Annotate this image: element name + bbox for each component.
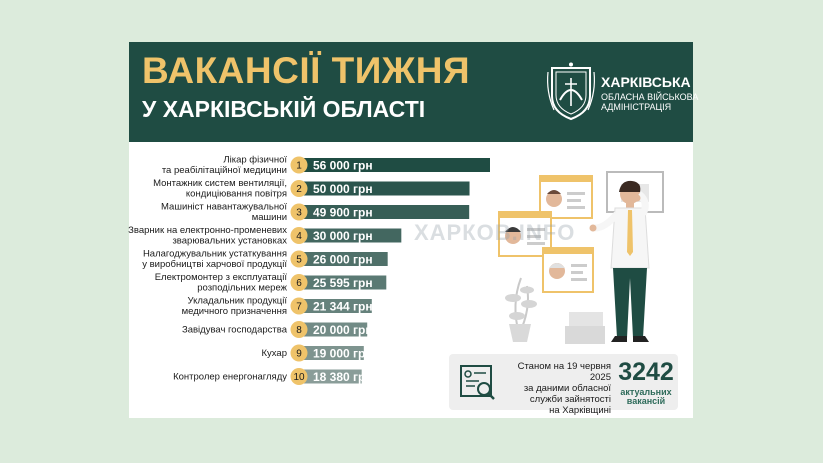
infographic-card [128, 42, 699, 418]
job-title-label: Контролер енергонагляду [173, 371, 287, 383]
job-title-label: Машиніст навантажувальної [161, 201, 287, 213]
vacancy-count: 3242 [618, 358, 674, 386]
salary-value-label: 26 000 грн [313, 252, 373, 267]
salary-value-label: 25 595 грн [313, 276, 373, 290]
rank-number: 2 [296, 184, 302, 195]
job-title-label: зварювальних установках [172, 235, 287, 247]
rank-number: 7 [296, 301, 302, 313]
org-name-line-2: ОБЛАСНА ВІЙСЬКОВА [601, 92, 699, 102]
title-line-1: ВАКАНСІЇ ТИЖНЯ [142, 50, 471, 91]
job-title-label: Укладальник продукції [187, 295, 287, 307]
rank-number: 6 [296, 278, 302, 289]
rank-number: 3 [296, 207, 302, 219]
job-title-label: Налагоджувальник устаткування [142, 248, 287, 260]
job-title-label: у виробництві харчової продукції [142, 259, 287, 270]
vacancy-count-label-2: вакансій [626, 396, 666, 406]
rank-number: 4 [296, 231, 302, 242]
info-text [499, 361, 611, 416]
job-title-label: медичного призначення [181, 306, 287, 317]
org-name-line-1: ХАРКІВСЬКА [601, 74, 691, 90]
salary-value-label: 19 000 грн [313, 346, 373, 361]
vacancy-count-label-1: актуальних [620, 387, 672, 397]
rank-number: 10 [293, 372, 305, 383]
rank-number: 9 [296, 348, 302, 360]
salary-value-label: 56 000 грн [313, 158, 373, 173]
rank-number: 5 [296, 254, 302, 266]
salary-value-label: 50 000 грн [313, 182, 373, 196]
rank-number: 1 [296, 160, 302, 172]
salary-value-label: 21 344 грн [313, 299, 373, 314]
job-title-label: Кухар [261, 348, 287, 359]
document-search-icon [457, 362, 497, 402]
job-title-label: Зварник на електронно-променевих [128, 225, 287, 236]
watermark: ХАРКОВ.INFO [414, 220, 576, 245]
salary-value-label: 30 000 грн [313, 229, 373, 243]
info-line: за даними обласної [523, 383, 611, 394]
job-title-label: Монтажник систем вентиляції, [153, 178, 287, 189]
info-line: на Харківщині [549, 405, 611, 416]
job-title-label: розподільних мереж [197, 282, 287, 294]
title-line-2: У ХАРКІВСЬКІЙ ОБЛАСТІ [142, 96, 426, 122]
stats-info-box [449, 354, 678, 416]
job-title-label: Лікар фізичної [223, 154, 287, 166]
org-name-line-3: АДМІНІСТРАЦІЯ [601, 102, 672, 112]
rank-number: 8 [296, 325, 302, 336]
salary-value-label: 20 000 грн [313, 323, 373, 337]
job-title-label: Завідувач господарства [181, 324, 287, 336]
job-title-label: та реабілітаційної медицини [161, 165, 287, 176]
job-title-label: кондиціювання повітря [185, 188, 287, 200]
salary-value-label: 18 380 грн [313, 370, 373, 384]
info-line: служби зайнятості [529, 394, 611, 405]
info-line: Станом на 19 червня 2025 [517, 361, 611, 383]
job-title-label: машини [251, 212, 287, 223]
salary-value-label: 49 900 грн [313, 205, 373, 220]
job-title-label: Електромонтер з експлуатації [154, 272, 287, 283]
